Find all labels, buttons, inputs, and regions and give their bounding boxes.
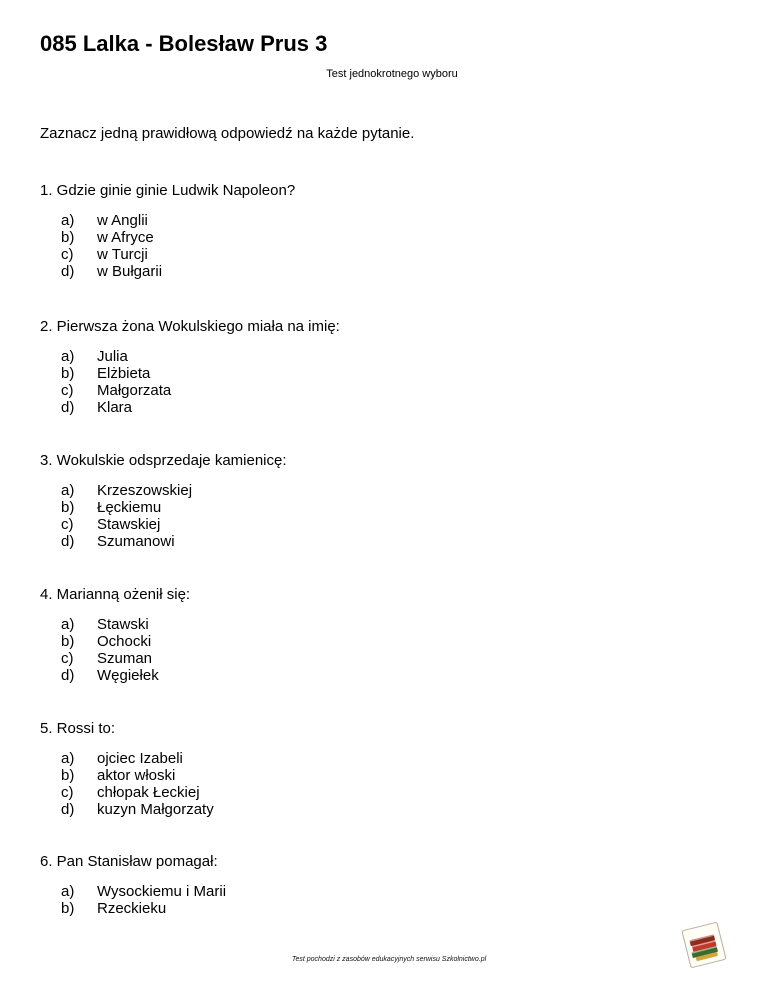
option-text: Małgorzata — [97, 382, 172, 399]
answer-option-b — [40, 900, 218, 917]
answer-option-a — [40, 616, 190, 633]
option-letter: b) — [61, 767, 75, 784]
option-text: Elżbieta — [97, 365, 151, 382]
instruction-text: Zaznacz jedną prawidłową odpowiedź na każde pytanie. — [40, 125, 415, 142]
option-text: Klara — [97, 399, 133, 416]
option-text: w Bułgarii — [97, 263, 163, 280]
answer-option-c — [40, 650, 190, 667]
answer-option-a — [40, 883, 227, 900]
option-letter: b) — [61, 900, 75, 917]
answer-option-a — [40, 348, 340, 365]
answer-option-b — [40, 499, 287, 516]
page-subtitle: Test jednokrotnego wyboru — [326, 68, 458, 80]
option-letter: a) — [61, 616, 75, 633]
option-text: aktor włoski — [97, 767, 176, 784]
option-letter: c) — [61, 246, 74, 263]
option-letter: d) — [61, 667, 75, 684]
option-text: kuzyn Małgorzaty — [97, 801, 214, 818]
option-text: Szumanowi — [97, 533, 175, 550]
answer-option-d — [40, 667, 190, 684]
option-letter: b) — [61, 365, 75, 382]
answer-option-c — [40, 246, 295, 263]
footer-source-note: Test pochodzi z zasobów edukacyjnych serwisu Szkolnictwo.pl — [291, 956, 487, 963]
question-text: 2. Pierwsza żona Wokulskiego miała na imię: — [40, 318, 340, 335]
answer-options — [40, 348, 340, 416]
question-text: 6. Pan Stanisław pomagał: — [40, 853, 218, 870]
answer-option-b — [40, 229, 295, 246]
question-3 — [40, 452, 287, 550]
answer-option-c — [40, 516, 287, 533]
option-letter: d) — [61, 801, 75, 818]
answer-option-d — [40, 533, 287, 550]
option-text: ojciec Izabeli — [97, 750, 183, 767]
option-text: Julia — [97, 348, 128, 365]
option-text: Wysockiemu i Marii — [97, 883, 227, 900]
option-letter: d) — [61, 399, 75, 416]
answer-option-a — [40, 482, 287, 499]
option-letter: a) — [61, 212, 75, 229]
option-text: w Anglii — [97, 212, 148, 229]
option-text: Krzeszowskiej — [97, 482, 193, 499]
option-letter: c) — [61, 784, 74, 801]
option-letter: c) — [61, 382, 74, 399]
option-letter: d) — [61, 533, 75, 550]
answer-option-b — [40, 767, 176, 784]
question-1 — [40, 182, 295, 280]
question-2 — [40, 318, 340, 416]
answer-option-a — [40, 212, 295, 229]
answer-option-c — [40, 382, 340, 399]
option-letter: a) — [61, 482, 75, 499]
option-text: w Afryce — [97, 229, 154, 246]
books-stack-icon — [681, 922, 727, 968]
question-text: 1. Gdzie ginie ginie Ludwik Napoleon? — [40, 182, 296, 199]
answer-options — [40, 883, 227, 917]
answer-option-d — [40, 399, 340, 416]
answer-option-c — [40, 784, 200, 801]
option-letter: c) — [61, 516, 74, 533]
option-text: Stawskiej — [97, 516, 161, 533]
question-4 — [40, 586, 190, 684]
option-text: w Turcji — [97, 246, 148, 263]
answer-option-b — [40, 633, 190, 650]
answer-option-d — [40, 801, 214, 818]
option-text: Łęckiemu — [97, 499, 162, 516]
option-letter: b) — [61, 499, 75, 516]
answer-options — [40, 750, 214, 818]
question-text: 5. Rossi to: — [40, 720, 116, 737]
answer-option-a — [40, 750, 183, 767]
option-text: Węgiełek — [97, 667, 159, 684]
question-6 — [40, 853, 227, 917]
option-text: Rzeckieku — [97, 900, 167, 917]
question-5 — [40, 720, 214, 818]
option-text: Ochocki — [97, 633, 152, 650]
option-text: Szuman — [97, 650, 153, 667]
question-text: 4. Marianną ożenił się: — [40, 586, 191, 603]
option-letter: a) — [61, 883, 75, 900]
page-title: 085 Lalka - Bolesław Prus 3 — [40, 31, 328, 56]
option-letter: b) — [61, 633, 75, 650]
answer-options — [40, 616, 190, 684]
option-letter: c) — [61, 650, 74, 667]
answer-options — [40, 482, 287, 550]
option-text: Stawski — [97, 616, 149, 633]
answer-options — [40, 212, 295, 280]
option-text: chłopak Łeckiej — [97, 784, 200, 801]
answer-option-b — [40, 365, 340, 382]
answer-option-d — [40, 263, 295, 280]
option-letter: b) — [61, 229, 75, 246]
option-letter: a) — [61, 348, 75, 365]
option-letter: a) — [61, 750, 75, 767]
option-letter: d) — [61, 263, 75, 280]
question-text: 3. Wokulskie odsprzedaje kamienicę: — [40, 452, 287, 469]
